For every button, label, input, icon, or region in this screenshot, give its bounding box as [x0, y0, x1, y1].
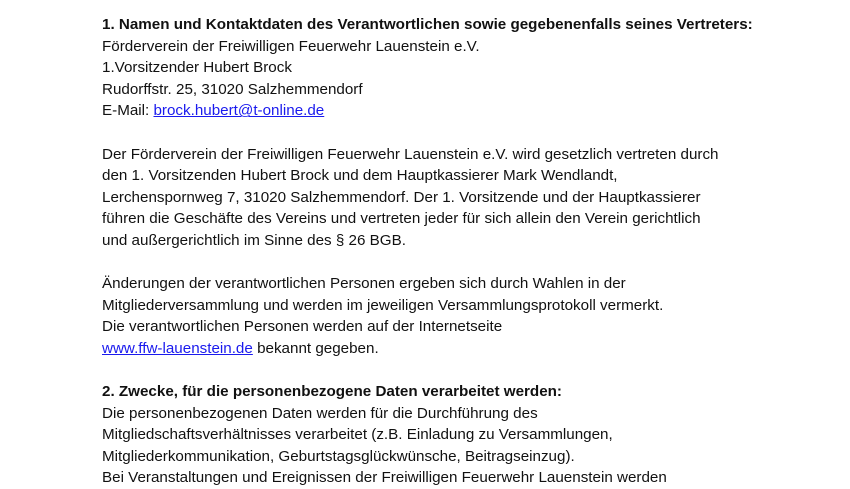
- paragraph-2-line-3: Die verantwortlichen Personen werden auf der Internetseite: [102, 318, 503, 336]
- document-page: [102, 14, 842, 489]
- paragraph-1-line-4: führen die Geschäfte des Vereins und vertreten jeder für sich allein den Verein gerichtlich: [102, 210, 701, 228]
- paragraph-2-line-2: Mitgliederversammlung und werden im jeweiligen Versammlungsprotokoll vermerkt.: [102, 296, 664, 314]
- organization-name: Förderverein der Freiwilligen Feuerwehr Lauenstein e.V.: [102, 37, 480, 55]
- paragraph-1-line-1: Der Förderverein der Freiwilligen Feuerwehr Lauenstein e.V. wird gesetzlich vertreten durch: [102, 145, 719, 163]
- chairman-line: 1.Vorsitzender Hubert Brock: [102, 59, 292, 77]
- paragraph-1-line-3: Lerchenspornweg 7, 31020 Salzhemmendorf. Der 1. Vorsitzende und der Hauptkassierer: [102, 188, 701, 206]
- email-label: E-Mail:: [102, 102, 154, 120]
- address-line: Rudorffstr. 25, 31020 Salzhemmendorf: [102, 80, 363, 98]
- section-2-line-3: Mitgliederkommunikation, Geburtstagsglückwünsche, Beitragseinzug).: [102, 447, 575, 465]
- email-link[interactable]: brock.hubert@t-online.de: [153, 102, 325, 120]
- section-2-line-4: Bei Veranstaltungen und Ereignissen der Freiwilligen Feuerwehr Lauenstein werden: [102, 469, 667, 487]
- paragraph-gap: [102, 360, 842, 382]
- website-line: [102, 338, 842, 360]
- paragraph-2-line-1: Änderungen der verantwortlichen Personen ergeben sich durch Wahlen in der: [102, 275, 626, 293]
- paragraph-1-line-5: und außergerichtlich im Sinne des § 26 BGB.: [102, 231, 406, 249]
- section-2-heading: 2. Zwecke, für die personenbezogene Daten verarbeitet werden:: [102, 383, 562, 401]
- paragraph-1-line-2: den 1. Vorsitzenden Hubert Brock und dem Hauptkassierer Mark Wendlandt,: [102, 167, 618, 185]
- section-2-line-2: Mitgliedschaftsverhältnisses verarbeitet (z.B. Einladung zu Versammlungen,: [102, 426, 613, 444]
- website-suffix: bekannt gegeben.: [252, 339, 379, 357]
- section-1-heading: 1. Namen und Kontaktdaten des Verantwortlichen sowie gegebenenfalls seines Vertreters:: [102, 16, 753, 33]
- paragraph-gap: [102, 122, 842, 144]
- section-2-line-1: Die personenbezogenen Daten werden für die Durchführung des: [102, 404, 538, 422]
- paragraph-gap: [102, 252, 842, 274]
- website-link[interactable]: www.ffw-lauenstein.de: [102, 339, 253, 357]
- email-line: [102, 100, 842, 122]
